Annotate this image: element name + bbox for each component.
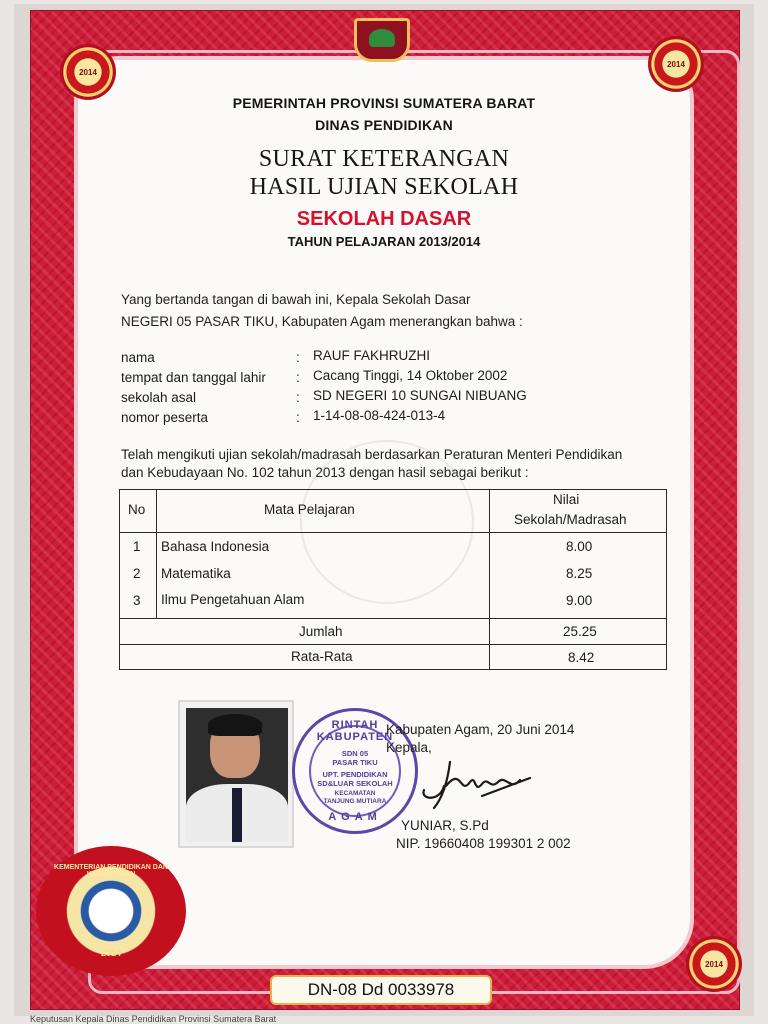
gov-line-1: PEMERINTAH PROVINSI SUMATERA BARAT [232, 95, 536, 111]
corner-badge-top-left [60, 44, 116, 100]
field-value-name: RAUF FAKHRUZHI [313, 348, 431, 363]
col-header-no: No [128, 502, 146, 517]
field-colon: : [296, 390, 300, 405]
stamp-line: KECAMATAN [334, 790, 376, 797]
intro-line-1: Yang bertanda tangan di bawah ini, Kepala Sekolah Dasar [121, 292, 471, 307]
sign-place-date: Kabupaten Agam, 20 Juni 2014 [386, 722, 575, 737]
table-border [119, 532, 667, 533]
statement-line-2: dan Kebudayaan No. 102 tahun 2013 dengan hasil sebagai berikut : [121, 465, 529, 480]
field-label-name: nama [121, 350, 155, 365]
row-score: 8.25 [566, 566, 593, 581]
row-no: 1 [133, 539, 141, 554]
student-photo [178, 700, 294, 848]
table-border [119, 618, 667, 619]
row-score: 9.00 [566, 593, 593, 608]
field-colon: : [296, 370, 300, 385]
sign-nip: NIP. 19660408 199301 2 002 [396, 836, 571, 851]
row-score: 8.00 [566, 539, 593, 554]
average-label: Rata-Rata [291, 649, 353, 664]
emblem-year: 2014 [100, 948, 122, 958]
col-header-score-2: Sekolah/Madrasah [514, 512, 627, 527]
field-label-number: nomor peserta [121, 410, 209, 425]
stamp-line: SDN 05 [341, 749, 369, 758]
footnote: Keputusan Kepala Dinas Pendidikan Provinsi Sumatera Barat [30, 1014, 277, 1024]
table-border [119, 489, 120, 670]
school-year: TAHUN PELAJARAN 2013/2014 [287, 234, 481, 249]
emblem-text: KEMENTERIAN PENDIDIKAN DAN KEBUDAYAAN [54, 864, 168, 878]
corner-badge-bottom-right [686, 936, 742, 992]
row-subject: Bahasa Indonesia [161, 539, 270, 554]
table-border [156, 489, 157, 619]
row-no: 2 [133, 566, 141, 581]
subtitle: SEKOLAH DASAR [296, 208, 472, 230]
average-value: 8.42 [568, 650, 595, 665]
total-value: 25.25 [563, 624, 597, 639]
corner-badge-year: 2014 [79, 67, 97, 77]
table-border [489, 489, 490, 670]
corner-badge-top-right [648, 36, 704, 92]
col-header-subject: Mata Pelajaran [264, 502, 355, 517]
stamp-top-text: RINTAH KABUPATEN [316, 719, 394, 743]
row-no: 3 [133, 593, 141, 608]
field-label-birth: tempat dan tanggal lahir [121, 370, 266, 385]
field-value-number: 1-14-08-08-424-013-4 [313, 408, 446, 423]
gov-line-2: DINAS PENDIDIKAN [315, 117, 453, 133]
stamp-bottom-text: AGAM [328, 811, 382, 823]
title-line-1: SURAT KETERANGAN [258, 146, 510, 172]
table-border [666, 489, 667, 670]
stamp-line: UPT. PENDIDIKAN [322, 770, 388, 779]
field-value-birth: Cacang Tinggi, 14 Oktober 2002 [313, 368, 508, 383]
intro-line-2: NEGERI 05 PASAR TIKU, Kabupaten Agam menerangkan bahwa : [121, 314, 523, 329]
field-value-school: SD NEGERI 10 SUNGAI NIBUANG [313, 388, 527, 403]
sign-name: YUNIAR, S.Pd [401, 818, 489, 833]
table-border [119, 644, 667, 645]
scores-table [119, 489, 667, 670]
stamp-line: SD&LUAR SEKOLAH [317, 779, 393, 788]
field-colon: : [296, 410, 300, 425]
table-border [119, 669, 667, 670]
field-colon: : [296, 350, 300, 365]
total-label: Jumlah [299, 624, 343, 639]
stamp-line: TANJUNG MUTIARA [323, 798, 387, 805]
table-border [119, 489, 667, 490]
sign-role: Kepala, [386, 740, 432, 755]
col-header-score-1: Nilai [553, 492, 580, 507]
stamp-line: PASAR TIKU [332, 758, 378, 767]
statement-line-1: Telah mengikuti ujian sekolah/madrasah berdasarkan Peraturan Menteri Pendidikan [121, 447, 623, 462]
title-line-2: HASIL UJIAN SEKOLAH [249, 174, 519, 200]
corner-badge-year: 2014 [705, 959, 723, 969]
row-subject: Ilmu Pengetahuan Alam [161, 592, 305, 607]
row-subject: Matematika [161, 566, 231, 581]
field-label-school: sekolah asal [121, 390, 197, 405]
province-crest-icon [354, 18, 410, 62]
serial-number: DN-08 Dd 0033978 [270, 975, 492, 1005]
ministry-emblem [36, 846, 186, 976]
signature-icon [410, 756, 540, 814]
corner-badge-year: 2014 [667, 59, 685, 69]
